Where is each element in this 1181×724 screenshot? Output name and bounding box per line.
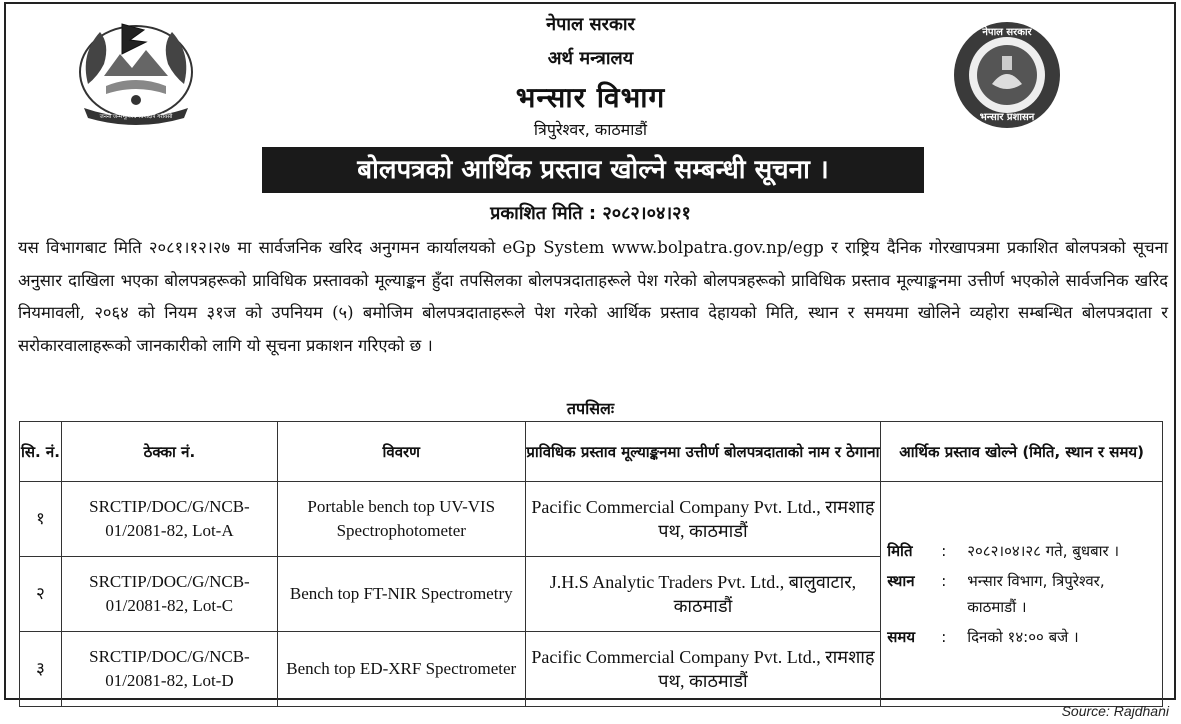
row-sn: २ [20,557,62,632]
row-sn: ३ [20,632,62,707]
row-contract: SRCTIP/DOC/G/NCB-01/2081-82, Lot-A [61,482,277,557]
opening-place-value: भन्सार विभाग, त्रिपुरेश्वर, काठमाडौं । [967,572,1105,616]
address-heading: त्रिपुरेश्वर, काठमाडौं [533,120,648,139]
row-bidder: J.H.S Analytic Traders Pvt. Ltd., बालुवाटार, काठमाडौं [525,557,881,632]
notice-title-banner: बोलपत्रको आर्थिक प्रस्ताव खोल्ने सम्बन्धी सूचना । [262,147,924,193]
source-credit: Source: Rajdhani [1061,703,1169,719]
header-sn: सि. नं. [20,422,62,482]
header-description: विवरण [277,422,525,482]
header-opening: आर्थिक प्रस्ताव खोल्ने (मिति, स्थान र समय) [881,422,1163,482]
colon: : [941,572,947,590]
opening-details [881,482,1163,707]
tender-table [19,421,1163,707]
row-description: Bench top ED-XRF Spectrometer [277,632,525,707]
header-bidder: प्राविधिक प्रस्ताव मूल्याङ्कनमा उत्तीर्ण बोलपत्रदाताको नाम र ठेगाना [525,422,881,482]
row-bidder: Pacific Commercial Company Pvt. Ltd., रामशाह पथ, काठमाडौं [525,482,881,557]
row-description: Portable bench top UV-VIS Spectrophotometer [277,482,525,557]
colon: : [941,542,947,560]
customs-logo-bottom-text: भन्सार प्रशासन [979,112,1035,123]
row-description: Bench top FT-NIR Spectrometry [277,557,525,632]
header-contract: ठेक्का नं. [61,422,277,482]
opening-date-label: मिति [887,542,913,560]
emblem-motto-text: जननी जन्मभूमिश्च स्वर्गादपि गरीयसी [99,114,173,120]
opening-place-label: स्थान [887,572,915,590]
ministry-heading: अर्थ मन्त्रालय [547,48,634,69]
table-header-row [20,422,1163,482]
opening-time-value: दिनको १४:०० बजे । [967,628,1079,646]
opening-place-row [887,568,1156,620]
customs-logo-top-text: नेपाल सरकार [982,27,1032,38]
published-date: प्रकाशित मिति : २०८२।०४।२१ [490,203,691,224]
notice-body-text: यस विभागबाट मिति २०८१।१२।२७ मा सार्वजनिक खरिद अनुगमन कार्यालयको eGp System www.bolpatra.gov.np/egp र राष्ट्रिय दैनिक गोरखापत्रमा प्रकाशित बोलपत्रको सूचना अनुसार दाखिला भएका बोलपत्रहरूको प्राविधिक प्रस्तावको मूल्याङ्कन हुँदा तपसिलका बोलपत्रदाताहरूले पेश गरेको बोलपत्रहरूको प्राविधिक प्रस्ताव मूल्याङ्कनमा उत्तीर्ण भएकोले सार्वजनिक खरिद नियमावली, २०६४ को नियम ३१ज को उपनियम (५) बमोजिम बोलपत्रदाताहरूले पेश गरेको आर्थिक प्रस्ताव देहायको मिति, स्थान र समयमा खोलिने व्यहोरा सम्बन्धित बोलपत्रदाता र सरोकारवालाहरूको जानकारीको लागि यो सूचना प्रकाशन गरिएको छ । [18,238,1169,355]
row-contract: SRCTIP/DOC/G/NCB-01/2081-82, Lot-C [61,557,277,632]
opening-date-row [887,538,1156,564]
row-sn: १ [20,482,62,557]
opening-time-row [887,624,1156,650]
table-row [20,482,1163,557]
table-label: तपसिलः [566,399,615,418]
row-bidder: Pacific Commercial Company Pvt. Ltd., रामशाह पथ, काठमाडौं [525,632,881,707]
row-contract: SRCTIP/DOC/G/NCB-01/2081-82, Lot-D [61,632,277,707]
colon: : [941,628,947,646]
opening-time-label: समय [887,628,916,646]
department-heading: भन्सार विभाग [515,81,666,114]
government-heading: नेपाल सरकार [546,14,635,35]
opening-date-value: २०८२।०४।२८ गते, बुधबार । [967,542,1120,560]
